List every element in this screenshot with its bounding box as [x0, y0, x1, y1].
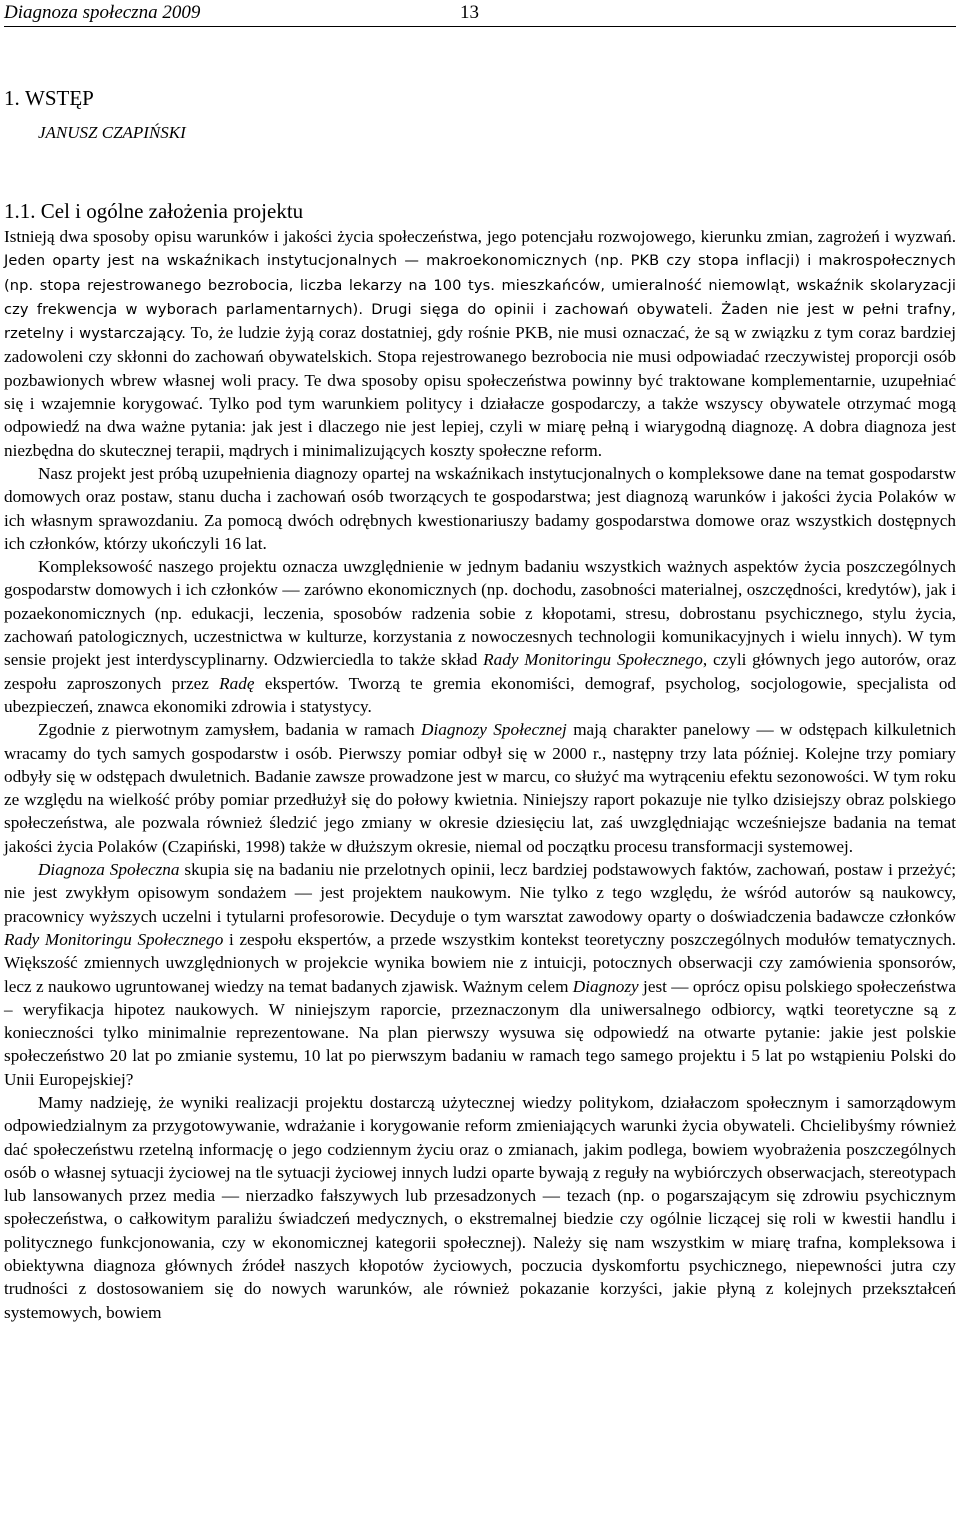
- diagnozy-ref: Diagnozy: [572, 976, 639, 996]
- chapter-number: 1.: [4, 86, 20, 110]
- header-title: Diagnoza społeczna 2009: [4, 2, 201, 23]
- paragraph-6: Mamy nadzieję, że wyniki realizacji projektu dostarczą użytecznej wiedzy politykom, działaczom społecznym i samorządowym odpowiedzialnym za przygotowywanie, wdrażanie i korygowanie reform zmieniających warunki życia obywateli. Chcielibyśmy również dać społeczeństwu rzetelną informację o jego codziennym życiu oraz o zmianach, jakim podlega, bowiem wyobrażenia poszczególnych osób o własnej sytuacji życiowej na tle sytuacji życiowej innych ludzi oparte bywają z reguły na wybiórczych obserwacjach, stereotypach lub lansowanych przez media — nierzadko fałszywych lub przesadzonych — tezach (np. o pogarszającym się zdrowiu psychicznym społeczeństwa, o całkowitym paraliżu świadczeń medycznych, o ekstremalnej biedzie czy ogólnie liczącej się roli w kwestii handlu i politycznego funkcjonowania, czy w ekonomicznej kategorii społecznej). Należy się nam wszystkim w miarę trafna, kompleksowa i obiektywna diagnoza głównych źródeł naszych kłopotów życiowych, poczucia dyskomfortu psychicznego, niepewności jutra czy trudności z dostosowaniem się do nowych warunków, ale również pokazanie korzyści, jakie płyną z kolejnych przekształceń systemowych, bowiem: [4, 1092, 956, 1322]
- paragraph-5-part-c: jest — oprócz opisu polskiego społeczeństwa – weryfikacja hipotez naukowych. W niniejszym raporcie, przeznaczonym dla uniwersalnego odbiorcy, wątki teoretyczne są z konieczności tylko minimalnie reprezentowane. Na plan pierwszy wysuwa się odpowiedź na otwarte pytanie: jakie jest polskie społeczeństwo 20 lat po zmianie systemu, 10 lat po pierwszym badaniu w ramach tego samego projektu i 5 lat po wstąpieniu Polski do Unii Europejskiej?: [4, 976, 956, 1089]
- rada-monitoringu-ref: Rady Monitoringu Społecznego: [483, 650, 703, 670]
- paragraph-1: [4, 225, 956, 462]
- paragraph-1-part-a: Istnieją dwa sposoby opisu warunków i jakości życia społeczeństwa, jego potencjału rozwojowego, kierunku zmian, zagrożeń i wyzwań.: [4, 227, 956, 246]
- paragraph-4-part-a: Zgodnie z pierwotnym zamysłem, badania w ramach: [38, 720, 415, 740]
- paragraph-3-part-c: ekspertów. Tworzą te gremia ekonomiści, demograf, psycholog, socjologowie, specjalista od ubezpieczeń, znawca ekonomiki zdrowia i statystycy.: [4, 673, 957, 716]
- paragraph-1-part-c: To, że ludzie żyją coraz dostatniej, gdy rośnie PKB, nie musi oznaczać, że są w związku z tym coraz bardziej zadowoleni czy skłonni do zachowań obywatelskich. Stopa rejestrowanego bezrobocia nie musi odpowiadać rzeczywistej proporcji osób pozbawionych wbrew własnej woli pracy. Te dwa sposoby opisu społeczeństwa powinny być traktowane komplementarnie, uzupełniać się i wzajemnie korygować. Tylko pod tym warunkiem politycy i działacze gospodarczy, a także wszyscy obywatele otrzymać mogą odpowiedź na dwa ważne pytania: jak jest i dlaczego nie jest lepiej, czyli w miarę pełną i wiarygodną diagnozę. A dobra diagnoza jest niezbędna do skutecznej terapii, mądrych i minimalizujących koszty społeczne reform.: [4, 323, 956, 460]
- paragraph-4: [4, 718, 956, 858]
- chapter-heading: [4, 86, 94, 110]
- paragraph-5-part-a: skupia się na badaniu nie przelotnych opinii, lecz bardziej podstawowych faktów, zachowań, postaw i przeżyć; nie jest zwykłym opisowym sondażem — jest projektem naukowym. Nie tylko z tego względu, że wśród autorów są naukowcy, pracownicy wyższych uczelni i tytularni profesorowie. Decyduje o tym warsztat zawodowy oparty o doświadczenia badawcze członków: [4, 860, 956, 926]
- body-text: [4, 225, 956, 1324]
- paragraph-5: [4, 858, 956, 1091]
- diagnozy-spolecznej-ref: Diagnozy Społecznej: [421, 720, 567, 740]
- header-page-number: 13: [460, 2, 479, 23]
- paragraph-2: Nasz projekt jest próbą uzupełnienia diagnozy opartej na wskaźnikach instytucjonalnych o kompleksowe dane na temat gospodarstw domowych oraz postaw, stanu ducha i zachowań osób tworzących te gospodarstwa; jest diagnozą warunków i jakości życia Polaków w ich własnym sprawozdaniu. Za pomocą dwóch odrębnych kwestionariuszy badamy gospodarstwa domowe oraz wszystkich dostępnych ich członków, którzy ukończyli 16 lat.: [4, 463, 956, 553]
- rada-monitoringu-ref-2: Rady Monitoringu Społecznego: [4, 929, 224, 949]
- paragraph-1-part-b: Jeden oparty jest na wskaźnikach instytucjonalnych — makroekonomicznych (np. PKB czy stopa inflacji) i makrospołecznych (np. stopa rejestrowanego bezrobocia, liczba lekarzy na 100 tys. mieszkańców, umieralność niemowląt, wskaźnik skolaryzacji czy frekwencja w wyborach parlamentarnych). Drugi sięga do opinii i zachowań obywateli. Żaden nie jest w pełni trafny, rzetelny i wystarczający.: [4, 252, 956, 343]
- running-header: [4, 0, 956, 27]
- paragraph-5-part-b: i zespołu ekspertów, a przede wszystkim kontekst teoretyczny poszczególnych modułów tematycznych. Większość zmiennych uwzględnionych w projekcie wynika bowiem nie z intuicji, potocznych obserwacji czy zamówienia sponsorów, lecz z naukowo ugruntowanej wiedzy na temat badanych zjawisk. Ważnym celem: [4, 929, 957, 996]
- chapter-title: WSTĘP: [25, 86, 94, 110]
- chapter-author: JANUSZ CZAPIŃSKI: [38, 123, 186, 142]
- paragraph-3-part-b: , czyli głównych jego autorów, oraz zespołu zaproszonych przez: [4, 650, 957, 693]
- section-heading: 1.1. Cel i ogólne założenia projektu: [4, 199, 304, 223]
- paragraph-3: [4, 555, 956, 718]
- diagnoza-spoleczna-ref: Diagnoza Społeczna: [38, 860, 180, 880]
- paragraph-3-part-a: Kompleksowość naszego projektu oznacza uwzględnienie w jednym badaniu wszystkich ważnych aspektów życia poszczególnych gospodarstw domowych i ich członków — zarówno ekonomicznych (np. dochodu, zasobności materialnej, oszczędności, kredytów), jak i pozaekonomicznych (np. edukacji, leczenia, sposobów radzenia sobie z kłopotami, stresu, dobrostanu psychicznego, stylu życia, zachowań patologicznych, uczestnictwa w kulturze, korzystania z nowoczesnych technologii komunikacyjnych i wielu innych). W tym sensie projekt jest interdyscyplinarny. Odzwierciedla to także skład: [4, 557, 956, 670]
- paragraph-4-part-b: mają charakter panelowy — w odstępach kilkuletnich wracamy do tych samych gospodarstw i osób. Pierwszy pomiar odbył się w 2000 r., następny trzy lata później. Kolejne trzy pomiary odbyły się w odstępach dwuletnich. Badanie zawsze prowadzone jest w marcu, co służyć ma wytrąceniu efektu sezonowości. W tym roku ze względu na wielkość próby pomiar przedłużył się do połowy kwietnia. Niniejszy raport pokazuje nie tylko dzisiejszy obraz polskiego społeczeństwa, ale pozwala również śledzić jego zmiany w okresie dziesięciu lat, zaś uwzględniając wcześniejsze badania na temat jakości życia Polaków (Czapiński, 1998) także w dłuższym okresie, niemal od początku procesu transformacji systemowej.: [4, 720, 957, 856]
- rade-ref: Radę: [219, 673, 255, 693]
